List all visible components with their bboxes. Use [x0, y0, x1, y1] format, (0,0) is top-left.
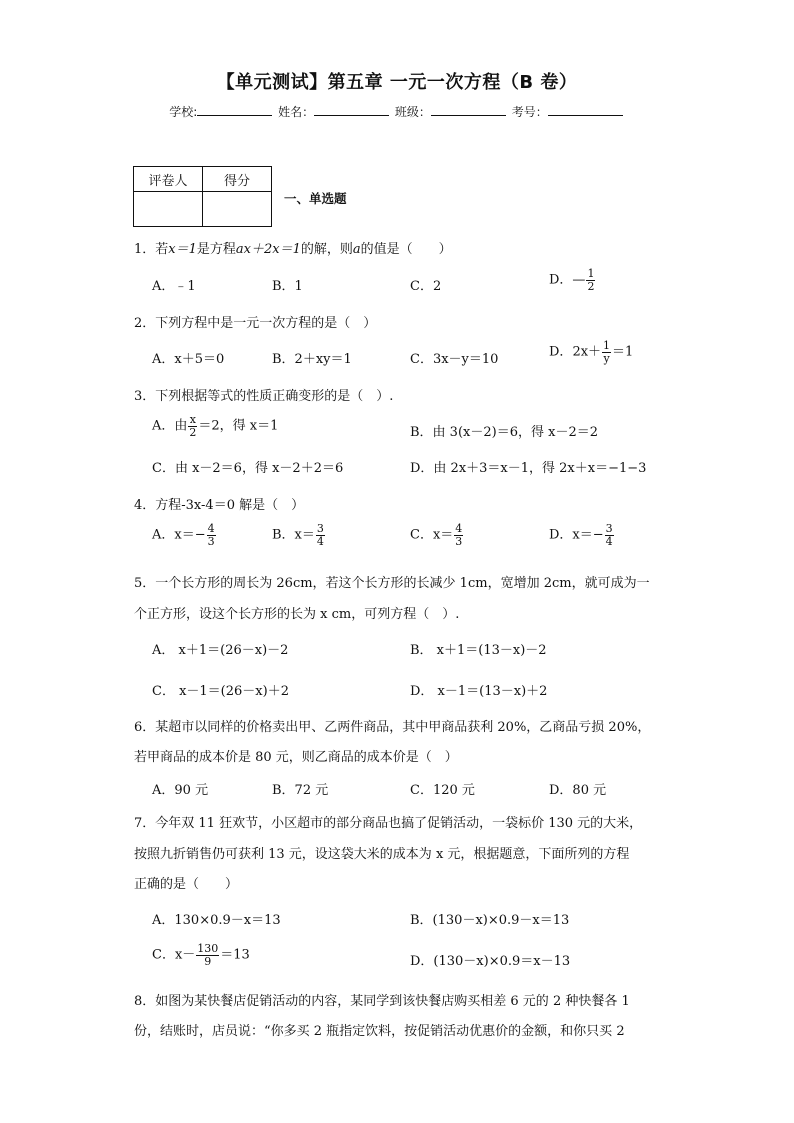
q7-option-a[interactable]: A．130×0.9－x＝13	[152, 913, 281, 928]
student-info-line	[0, 103, 794, 120]
exam-number-blank[interactable]	[548, 103, 623, 116]
q5-option-b[interactable]: B． x＋1＝(13－x)－2	[410, 643, 547, 658]
q3-option-a-fraction	[188, 414, 197, 438]
name-label: 姓名：	[278, 105, 315, 119]
question-5-stem-line-1: 5．一个长方形的周长为 26cm，若这个长方形的长减少 1cm，宽增加 2cm，就可成为一	[134, 576, 650, 591]
q7-option-d[interactable]: D．(130－x)×0.9＝x－13	[410, 954, 571, 969]
q1-text-a: 1．若	[134, 242, 169, 257]
fraction-denominator: 4	[316, 534, 324, 548]
question-5-stem-line-2: 个正方形，设这个长方形的长为 x cm，可列方程（ ）.	[134, 607, 460, 622]
q7-option-c-fraction	[196, 943, 219, 967]
section-title: 一、单选题	[284, 191, 347, 206]
q4-option-a-before: A．x＝−	[152, 527, 206, 543]
q4-option-d-before: D．x＝−	[549, 527, 604, 543]
fraction-numerator: 3	[316, 522, 324, 535]
school-blank[interactable]	[197, 103, 272, 116]
score-cell[interactable]	[203, 192, 272, 227]
q2-option-b[interactable]: B．2＋xy＝1	[272, 352, 352, 367]
q1-math-a: x＝1	[168, 242, 197, 257]
fraction-denominator: 4	[605, 534, 613, 548]
q2-option-d-label: D．	[549, 344, 573, 360]
q3-option-a[interactable]	[152, 414, 278, 438]
fraction-denominator: 2	[189, 425, 197, 439]
q6-option-d[interactable]: D．80 元	[549, 783, 607, 798]
q1-text-b: 是方程	[196, 242, 236, 257]
q4-option-d-fraction	[605, 523, 614, 547]
class-label: 班级：	[394, 105, 431, 119]
q5-option-d[interactable]: D． x－1＝(13－x)＋2	[410, 684, 548, 699]
question-8-stem-line-1: 8．如图为某快餐店促销活动的内容，某同学到该快餐店购买相差 6 元的 2 种快餐各 1	[134, 994, 630, 1009]
q1-math-b: ax＋2x＝1	[235, 242, 301, 257]
fraction-denominator: 3	[455, 534, 463, 548]
q1-option-b[interactable]: B．1	[272, 279, 303, 294]
q7-option-c-after: ＝13	[220, 947, 250, 963]
q4-option-a[interactable]	[152, 523, 217, 547]
fraction-numerator: 4	[455, 522, 463, 535]
q4-option-c[interactable]	[410, 523, 464, 547]
q4-option-d[interactable]	[549, 523, 615, 547]
question-6-stem-line-1: 6．某超市以同样的价格卖出甲、乙两件商品，其中甲商品获利 20%，乙商品亏损 20%，	[134, 720, 651, 735]
fraction-denominator: y	[603, 351, 610, 365]
q1-option-d-fraction	[586, 268, 595, 292]
q4-option-c-fraction	[454, 523, 463, 547]
question-3-stem: 3．下列根据等式的性质正确变形的是（ ）.	[134, 389, 394, 404]
q2-option-d-before: 2x＋	[572, 344, 602, 360]
question-8-stem-line-2: 份，结账时，店员说：“你多买 2 瓶指定饮料，按促销活动优惠价的金额，和你只买 2	[134, 1024, 625, 1039]
q1-option-c[interactable]: C．2	[410, 279, 442, 294]
q1-option-d-label: D．—	[549, 272, 586, 288]
grader-cell[interactable]	[134, 192, 203, 227]
q4-option-a-fraction	[207, 523, 216, 547]
question-6-stem-line-2: 若甲商品的成本价是 80 元，则乙商品的成本价是（ ）	[134, 750, 458, 765]
fraction-numerator: 130	[197, 942, 219, 955]
q6-option-b[interactable]: B．72 元	[272, 783, 329, 798]
fraction-denominator: 2	[587, 279, 595, 293]
fraction-numerator: 4	[207, 522, 215, 535]
question-7-stem-line-3: 正确的是（ ）	[134, 877, 239, 892]
q3-option-d[interactable]: D．由 2x＋3＝x－1，得 2x＋x＝−1−3	[410, 461, 647, 476]
question-1-stem	[134, 238, 452, 257]
page-title: 【单元测试】第五章 一元一次方程（B 卷）	[216, 72, 578, 93]
q7-option-c-before: C．x－	[152, 947, 196, 963]
q2-option-a[interactable]: A．x＋5＝0	[152, 352, 225, 367]
score-header: 得分	[203, 167, 272, 192]
fraction-numerator: 3	[605, 522, 613, 535]
q2-option-d[interactable]	[549, 340, 633, 364]
q6-option-a[interactable]: A．90 元	[152, 783, 209, 798]
fraction-numerator: x	[189, 413, 196, 426]
school-label: 学校:	[169, 105, 198, 119]
q4-option-c-before: C．x＝	[410, 527, 454, 543]
q1-option-d[interactable]	[549, 268, 596, 292]
q3-option-a-after: ＝2，得 x＝1	[198, 418, 279, 434]
q1-math-c: a	[352, 242, 361, 257]
q2-option-c[interactable]: C．3x－y＝10	[410, 352, 499, 367]
fraction-numerator: 1	[587, 267, 595, 280]
question-2-stem: 2．下列方程中是一元一次方程的是（ ）	[134, 316, 377, 331]
q3-option-c[interactable]: C．由 x－2＝6，得 x－2＋2＝6	[152, 461, 344, 476]
q1-text-c: 的解，则	[300, 242, 353, 257]
q4-option-b-before: B．x＝	[272, 527, 315, 543]
q2-option-d-after: ＝1	[612, 344, 634, 360]
q2-option-d-fraction	[602, 340, 611, 364]
score-table	[133, 166, 272, 227]
question-7-stem-line-1: 7．今年双 11 狂欢节，小区超市的部分商品也搞了促销活动，一袋标价 130 元的大米，	[134, 816, 643, 831]
q4-option-b[interactable]	[272, 523, 326, 547]
q3-option-b[interactable]: B．由 3(x－2)＝6，得 x－2＝2	[410, 425, 598, 440]
q1-option-a[interactable]: A．﹣1	[152, 279, 196, 294]
q3-option-a-before: A．由	[152, 418, 188, 434]
fraction-denominator: 3	[207, 534, 215, 548]
fraction-denominator: 9	[204, 954, 212, 968]
q5-option-a[interactable]: A． x＋1＝(26－x)－2	[152, 643, 289, 658]
q6-option-c[interactable]: C．120 元	[410, 783, 475, 798]
question-7-stem-line-2: 按照九折销售仍可获利 13 元，设这袋大米的成本为 x 元，根据题意，下面所列的方程	[134, 847, 630, 862]
q1-text-d: 的值是（ ）	[360, 242, 452, 257]
question-4-stem: 4．方程-3x-4＝0 解是（ ）	[134, 498, 305, 513]
q7-option-c[interactable]	[152, 943, 250, 967]
fraction-numerator: 1	[603, 339, 611, 352]
q5-option-c[interactable]: C． x－1＝(26－x)＋2	[152, 684, 289, 699]
q7-option-b[interactable]: B．(130－x)×0.9－x＝13	[410, 913, 570, 928]
name-blank[interactable]	[314, 103, 389, 116]
q4-option-b-fraction	[316, 523, 325, 547]
exam-number-label: 考号：	[511, 105, 548, 119]
class-blank[interactable]	[431, 103, 506, 116]
grader-header: 评卷人	[134, 167, 203, 192]
